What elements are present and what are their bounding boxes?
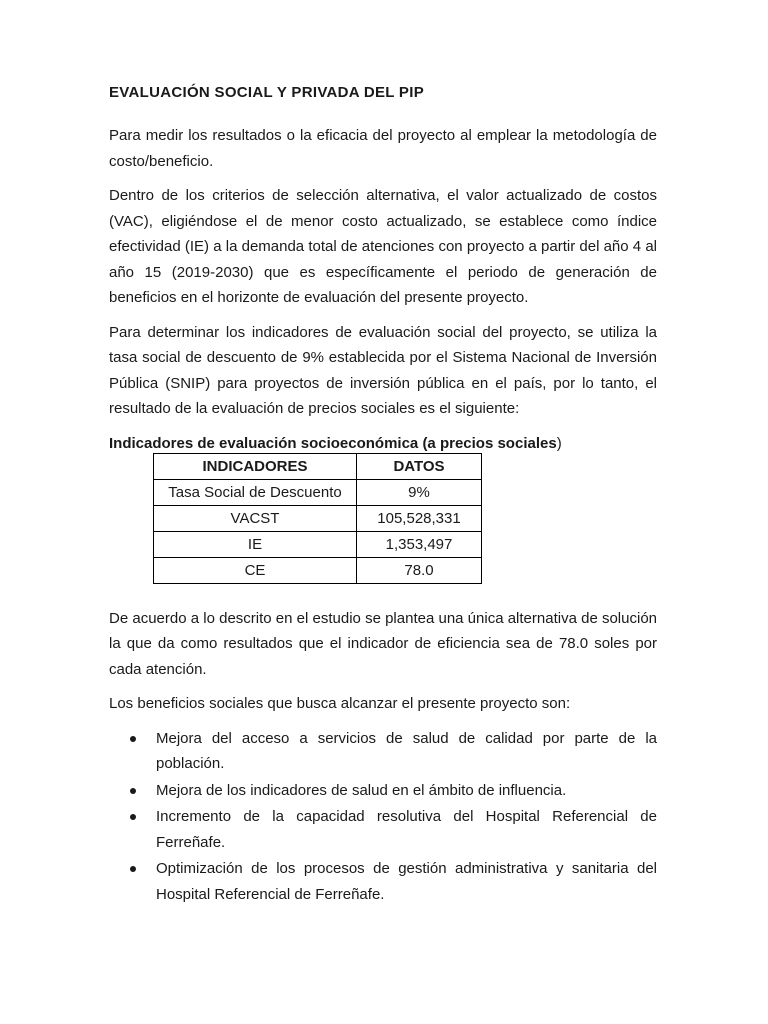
table-cell-indicador: VACST [154, 505, 357, 531]
table-caption-close: ) [556, 434, 562, 452]
table-cell-dato: 105,528,331 [357, 505, 482, 531]
list-item [109, 804, 657, 855]
document-body [109, 80, 657, 908]
bullet-icon [130, 788, 136, 794]
table-header-row [154, 453, 482, 479]
bullet-icon [130, 736, 136, 742]
beneficios-list [109, 726, 657, 908]
list-item-text: Mejora de los indicadores de salud en el ámbito de influencia. [156, 781, 567, 799]
table-row [154, 479, 482, 505]
table-header-indicadores: INDICADORES [154, 453, 357, 479]
bullet-icon [130, 866, 136, 872]
table-cell-indicador: Tasa Social de Descuento [154, 479, 357, 505]
table-cell-dato: 78.0 [357, 557, 482, 583]
table-cell-indicador: CE [154, 557, 357, 583]
bullet-icon [130, 814, 136, 820]
table-cell-indicador: IE [154, 531, 357, 557]
table-caption-text: Indicadores de evaluación socioeconómica (a precios sociales [109, 434, 557, 452]
paragraph-criterios: Dentro de los criterios de selección alternativa, el valor actualizado de costos (VAC), eligiéndose el de menor costo actualizado, se establece como índice efectividad (IE) a la demanda total de atenciones con proyecto a partir del año 4 al año 15 (2019-2030) que es específicamente el periodo de generación de beneficios en el horizonte de evaluación del presente proyecto. [109, 187, 657, 306]
paragraph-beneficios-intro: Los beneficios sociales que busca alcanzar el presente proyecto son: [109, 695, 571, 712]
table-row [154, 557, 482, 583]
indicadores-table [153, 453, 482, 584]
table-caption [109, 435, 657, 453]
list-item [109, 856, 657, 907]
list-item-text: Mejora del acceso a servicios de salud de calidad por parte de la población. [156, 729, 657, 772]
table-row [154, 505, 482, 531]
table-cell-dato: 1,353,497 [357, 531, 482, 557]
document-title: EVALUACIÓN SOCIAL Y PRIVADA DEL PIP [109, 84, 424, 101]
list-item-text: Incremento de la capacidad resolutiva del Hospital Referencial de Ferreñafe. [156, 808, 657, 851]
list-item [109, 778, 657, 804]
list-item-text: Optimización de los procesos de gestión administrativa y sanitaria del Hospital Referencial de Ferreñafe. [156, 860, 657, 903]
table-row [154, 531, 482, 557]
paragraph-metodologia: Para medir los resultados o la eficacia del proyecto al emplear la metodología de costo/beneficio. [109, 127, 657, 170]
list-item [109, 726, 657, 777]
paragraph-alternativa: De acuerdo a lo descrito en el estudio se plantea una única alternativa de solución la que da como resultados que el indicador de eficiencia sea de 78.0 soles por cada atención. [109, 609, 657, 678]
table-header-datos: DATOS [357, 453, 482, 479]
paragraph-tasa-social: Para determinar los indicadores de evaluación social del proyecto, se utiliza la tasa social de descuento de 9% establecida por el Sistema Nacional de Inversión Pública (SNIP) para proyectos de inversión pública en el país, por lo tanto, el resultado de la evaluación de precios sociales es el siguiente: [109, 323, 657, 417]
table-cell-dato: 9% [357, 479, 482, 505]
